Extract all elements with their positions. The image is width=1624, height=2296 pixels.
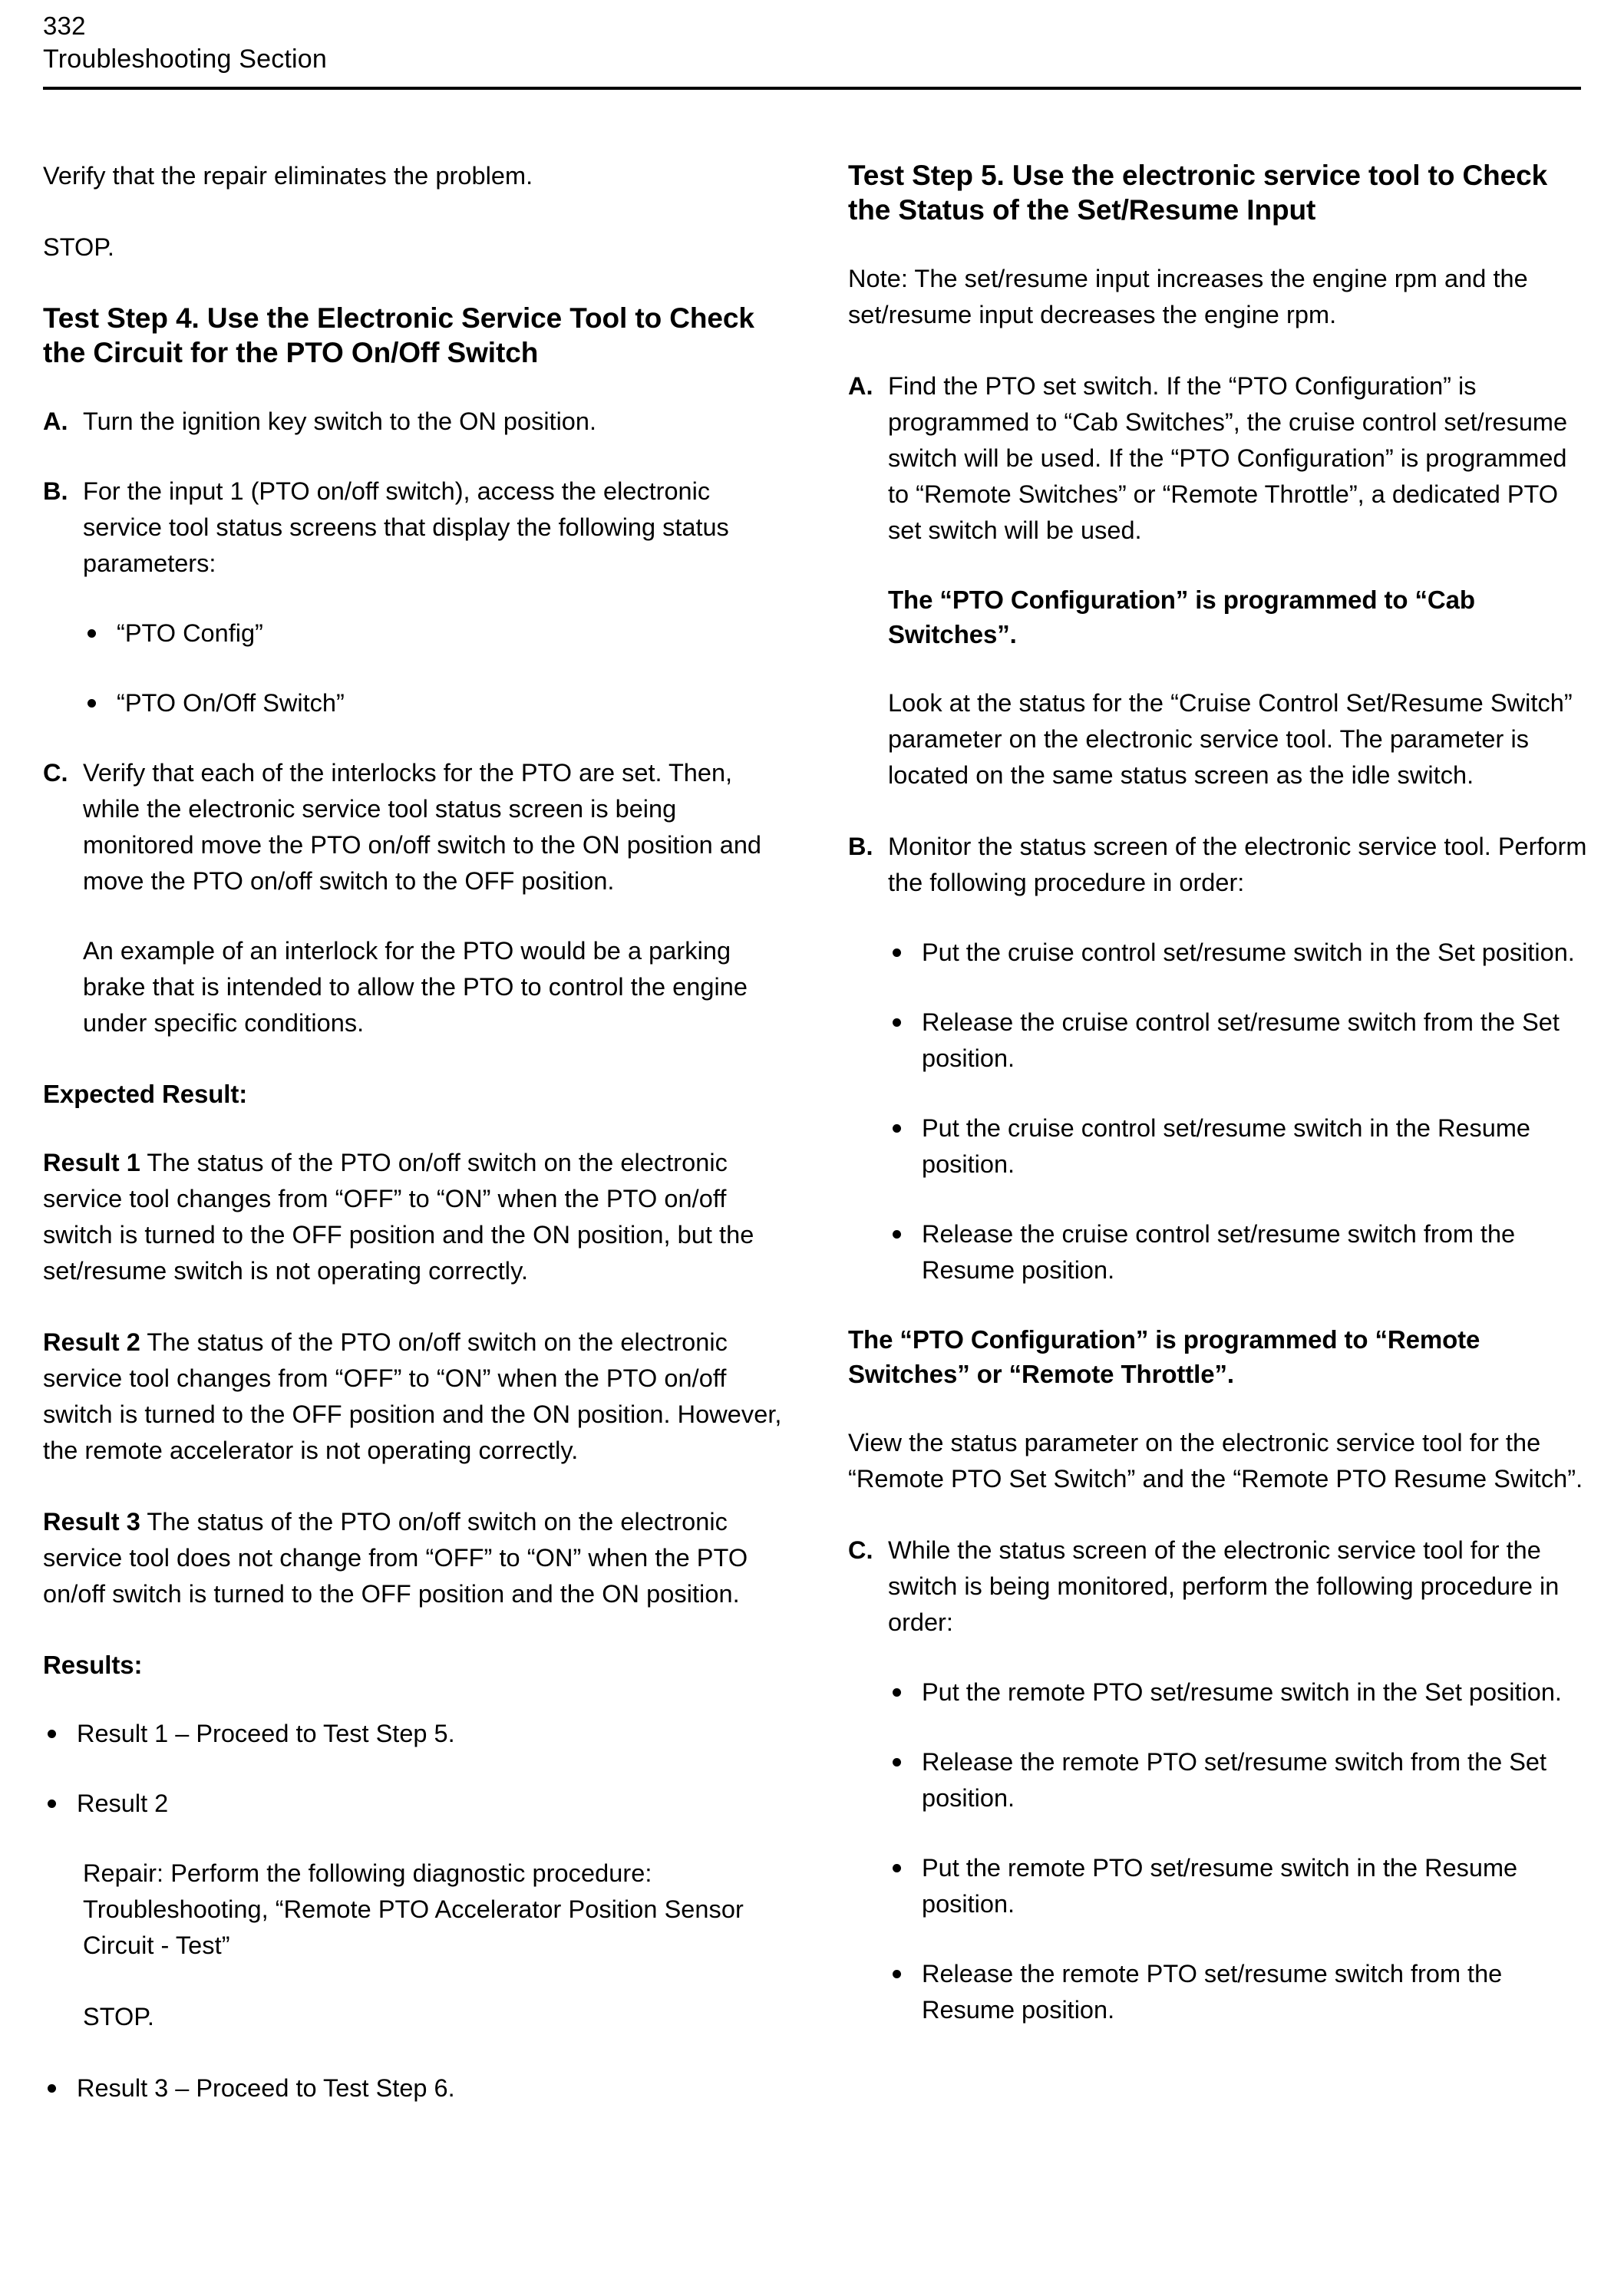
step4-item-b-text: For the input 1 (PTO on/off switch), access the electronic service tool status screens that display the following status parameters:: [83, 477, 729, 577]
list-item-label: Put the cruise control set/resume switch in the Set position.: [922, 939, 1575, 966]
step5-item-a-marker: A.: [848, 372, 873, 400]
step4-b-bullet-list: [43, 615, 784, 721]
results-bullet-result-1: [43, 1716, 784, 1752]
bullet-icon: [893, 1018, 901, 1027]
expected-result-3: [43, 1504, 784, 1612]
step5-b-bullet-list: [848, 935, 1589, 1288]
step5-item-b-marker: B.: [848, 833, 873, 860]
step5-item-b-text: Monitor the status screen of the electronic service tool. Perform the following procedure in order:: [888, 833, 1587, 896]
list-item: [888, 935, 1589, 971]
list-item: [83, 685, 784, 721]
step4-item-c: [43, 755, 784, 899]
step5-item-a-text: Find the PTO set switch. If the “PTO Configuration” is programmed to “Cab Switches”, the cruise control set/resume switch will be used. If the “PTO Configuration” is programmed to “Remote Switches” or “Remote Throttle”, a dedicated PTO set switch will be used.: [888, 372, 1568, 544]
page-number: 332: [43, 12, 86, 40]
bullet-icon: [48, 1730, 56, 1738]
bullet-icon: [893, 1970, 901, 1978]
result-2-repair-text: Repair: Perform the following diagnostic procedure: Troubleshooting, “Remote PTO Accelerator Position Sensor Circuit - Test”: [83, 1859, 744, 1959]
cab-switches-subheading: The “PTO Configuration” is programmed to “Cab Switches”.: [888, 586, 1475, 648]
step4-item-c-marker: C.: [43, 759, 68, 787]
remote-switches-paragraph: View the status parameter on the electronic service tool for the “Remote PTO Set Switch” and the “Remote PTO Resume Switch”.: [848, 1429, 1583, 1493]
right-column: [848, 158, 1589, 2140]
list-item-label: Put the cruise control set/resume switch in the Resume position.: [922, 1114, 1530, 1178]
step4-item-c-text: Verify that each of the interlocks for the PTO are set. Then, while the electronic service tool status screen is being monitored move the PTO on/off switch to the ON position and move the PTO on/off switch to the OFF position.: [83, 759, 761, 895]
header-divider: [43, 87, 1581, 90]
list-item: [888, 1216, 1589, 1288]
list-item: [888, 1110, 1589, 1183]
list-item: [888, 1004, 1589, 1077]
list-item: [888, 1850, 1589, 1922]
bullet-icon: [893, 1864, 901, 1872]
bullet-icon: [893, 1758, 901, 1767]
bullet-icon: [893, 1124, 901, 1133]
expected-result-label: Expected Result:: [43, 1080, 248, 1108]
step4-item-b: [43, 473, 784, 582]
bullet-icon: [48, 2084, 56, 2093]
test-step-5-heading: Test Step 5. Use the electronic service tool to Check the Status of the Set/Resume Input: [848, 160, 1548, 226]
expected-result-2-lead: Result 2: [43, 1328, 140, 1356]
step4-item-a-marker: A.: [43, 407, 68, 435]
list-item: [888, 1674, 1589, 1710]
expected-result-3-lead: Result 3: [43, 1508, 140, 1536]
bullet-icon: [893, 1688, 901, 1697]
section-title: Troubleshooting Section: [43, 45, 328, 74]
bullet-icon: [893, 948, 901, 957]
results-bullet-result-3: [43, 2070, 784, 2106]
step4-item-a: [43, 404, 784, 440]
bullet-icon: [893, 1230, 901, 1239]
step5-item-a: [848, 368, 1589, 549]
list-item: [888, 1744, 1589, 1816]
list-item-label: Result 1 – Proceed to Test Step 5.: [77, 1720, 455, 1747]
expected-result-3-text: The status of the PTO on/off switch on the electronic service tool does not change from “OFF” to “ON” when the PTO on/off switch is turned to the OFF position and the ON position.: [43, 1508, 748, 1608]
expected-result-2-text: The status of the PTO on/off switch on the electronic service tool changes from “OFF” to “ON” when the PTO on/off switch is turned to the OFF position and the ON position. However, the remote accelerator is not operating correctly.: [43, 1328, 782, 1464]
running-head: [43, 11, 1581, 75]
step4-item-a-text: Turn the ignition key switch to the ON position.: [83, 407, 596, 435]
remote-switches-subheading: The “PTO Configuration” is programmed to “Remote Switches” or “Remote Throttle”.: [848, 1325, 1480, 1388]
bullet-icon: [87, 699, 96, 708]
verify-paragraph: Verify that the repair eliminates the problem.: [43, 162, 533, 190]
list-item-label: “PTO On/Off Switch”: [117, 689, 345, 717]
bullet-icon: [48, 1800, 56, 1808]
step4-c-interlock-example: An example of an interlock for the PTO would be a parking brake that is intended to allow the PTO to control the engine under specific conditions.: [83, 937, 748, 1037]
expected-result-1-lead: Result 1: [43, 1149, 140, 1176]
step5-item-c-marker: C.: [848, 1536, 873, 1564]
test-step-4-heading: Test Step 4. Use the Electronic Service Tool to Check the Circuit for the PTO On/Off Switch: [43, 302, 754, 368]
list-item-label: “PTO Config”: [117, 619, 263, 647]
list-item-label: Release the cruise control set/resume switch from the Resume position.: [922, 1220, 1516, 1284]
two-column-body: [0, 158, 1624, 2140]
results-bullet-result-2: [43, 1786, 784, 1822]
step5-item-c-text: While the status screen of the electronic service tool for the switch is being monitored, perform the following procedure in order:: [888, 1536, 1560, 1636]
step5-note: Note: The set/resume input increases the engine rpm and the set/resume input decreases the engine rpm.: [848, 265, 1528, 328]
step5-item-b: [848, 829, 1589, 901]
list-item: [888, 1956, 1589, 2028]
expected-result-2: [43, 1324, 784, 1469]
list-item-label: Put the remote PTO set/resume switch in the Set position.: [922, 1678, 1562, 1706]
step5-c-bullet-list: [848, 1674, 1589, 2028]
step5-item-c: [848, 1532, 1589, 1641]
list-item-label: Release the remote PTO set/resume switch from the Set position.: [922, 1748, 1547, 1812]
list-item: [83, 615, 784, 652]
cab-switches-paragraph: Look at the status for the “Cruise Control Set/Resume Switch” parameter on the electronic service tool. The parameter is located on the same status screen as the idle switch.: [888, 689, 1573, 789]
left-column: [43, 158, 784, 2140]
result-2-stop-statement: STOP.: [83, 2003, 154, 2030]
expected-result-1: [43, 1145, 784, 1289]
stop-statement-top: STOP.: [43, 233, 114, 261]
expected-result-1-text: The status of the PTO on/off switch on the electronic service tool changes from “OFF” to “ON” when the PTO on/off switch is turned to the OFF position and the ON position, but the set/resume switch is not operating correctly.: [43, 1149, 754, 1285]
list-item-label: Release the remote PTO set/resume switch from the Resume position.: [922, 1960, 1503, 2024]
bullet-icon: [87, 629, 96, 638]
list-item-label: Put the remote PTO set/resume switch in the Resume position.: [922, 1854, 1518, 1918]
list-item-label: Result 2: [77, 1790, 169, 1817]
results-label: Results:: [43, 1651, 143, 1679]
list-item-label: Release the cruise control set/resume switch from the Set position.: [922, 1008, 1560, 1072]
list-item-label: Result 3 – Proceed to Test Step 6.: [77, 2074, 455, 2102]
step4-item-b-marker: B.: [43, 477, 68, 505]
